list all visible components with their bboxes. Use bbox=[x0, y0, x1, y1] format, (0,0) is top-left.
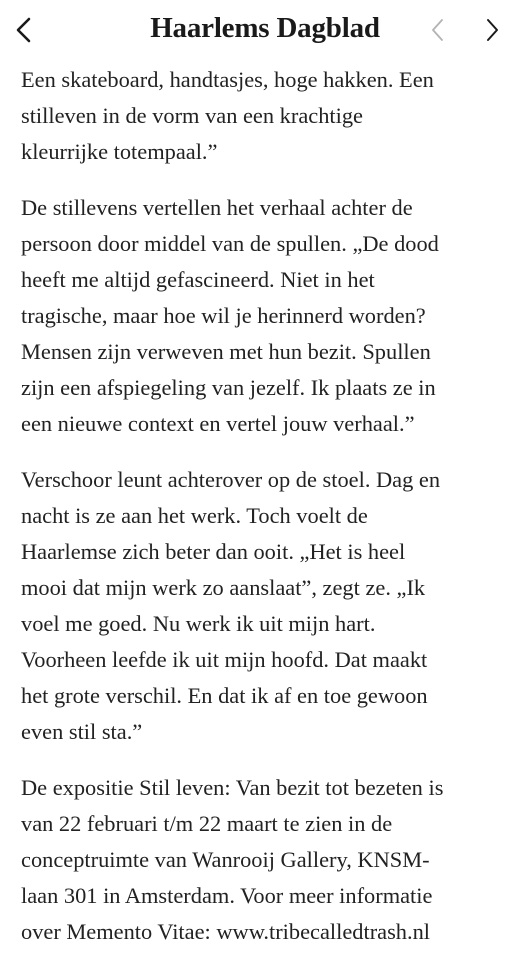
text-line: Verschoor leunt achterover op de stoel. Dag en bbox=[21, 467, 441, 492]
text-line: even stil sta.” bbox=[21, 719, 143, 744]
text-line: tragische, maar hoe wil je herinnerd worden? bbox=[21, 303, 426, 328]
text-line: kleurrijke totempaal.” bbox=[21, 139, 218, 164]
text-line: conceptruimte van Wanrooij Gallery, KNSM- bbox=[21, 847, 430, 872]
text-line: over Memento Vitae: www.tribecalledtrash.nl bbox=[21, 919, 431, 944]
text-line: een nieuwe context en vertel jouw verhaal.” bbox=[21, 411, 415, 436]
chevron-left-icon bbox=[428, 15, 448, 50]
text-line: laan 301 in Amsterdam. Voor meer informatie bbox=[21, 883, 433, 908]
article-paragraph bbox=[21, 62, 511, 170]
text-line: stilleven in de vorm van een krachtige bbox=[21, 103, 363, 128]
text-line: voel me goed. Nu werk ik uit mijn hart. bbox=[21, 611, 376, 636]
text-line: heeft me altijd gefascineerd. Niet in het bbox=[21, 267, 375, 292]
text-line: van 22 februari t/m 22 maart te zien in de bbox=[21, 811, 393, 836]
top-bar bbox=[0, 0, 522, 64]
text-line: Haarlemse zich beter dan ooit. „Het is heel bbox=[21, 539, 406, 564]
article-paragraph bbox=[21, 190, 511, 442]
text-line: Mensen zijn verweven met hun bezit. Spullen bbox=[21, 339, 431, 364]
text-line: het grote verschil. En dat ik af en toe gewoon bbox=[21, 683, 428, 708]
text-line: De expositie Stil leven: Van bezit tot bezeten is bbox=[21, 775, 444, 800]
chevron-right-icon bbox=[482, 15, 502, 50]
page-title: Haarlems Dagblad bbox=[150, 12, 380, 44]
previous-article-button[interactable] bbox=[420, 12, 456, 52]
chevron-left-icon bbox=[13, 15, 35, 50]
article-paragraph bbox=[21, 462, 511, 750]
back-button[interactable] bbox=[4, 10, 44, 54]
next-article-button[interactable] bbox=[474, 12, 510, 52]
text-line: zijn een afspiegeling van jezelf. Ik plaats ze in bbox=[21, 375, 436, 400]
text-line: persoon door middel van de spullen. „De dood bbox=[21, 231, 439, 256]
text-line: De stillevens vertellen het verhaal achter de bbox=[21, 195, 413, 220]
article-body bbox=[21, 62, 511, 970]
article-paragraph bbox=[21, 770, 511, 950]
text-line: nacht is ze aan het werk. Toch voelt de bbox=[21, 503, 368, 528]
text-line: mooi dat mijn werk zo aanslaat”, zegt ze. „Ik bbox=[21, 575, 426, 600]
text-line: Een skateboard, handtasjes, hoge hakken. Een bbox=[21, 67, 434, 92]
text-line: Voorheen leefde ik uit mijn hoofd. Dat maakt bbox=[21, 647, 428, 672]
